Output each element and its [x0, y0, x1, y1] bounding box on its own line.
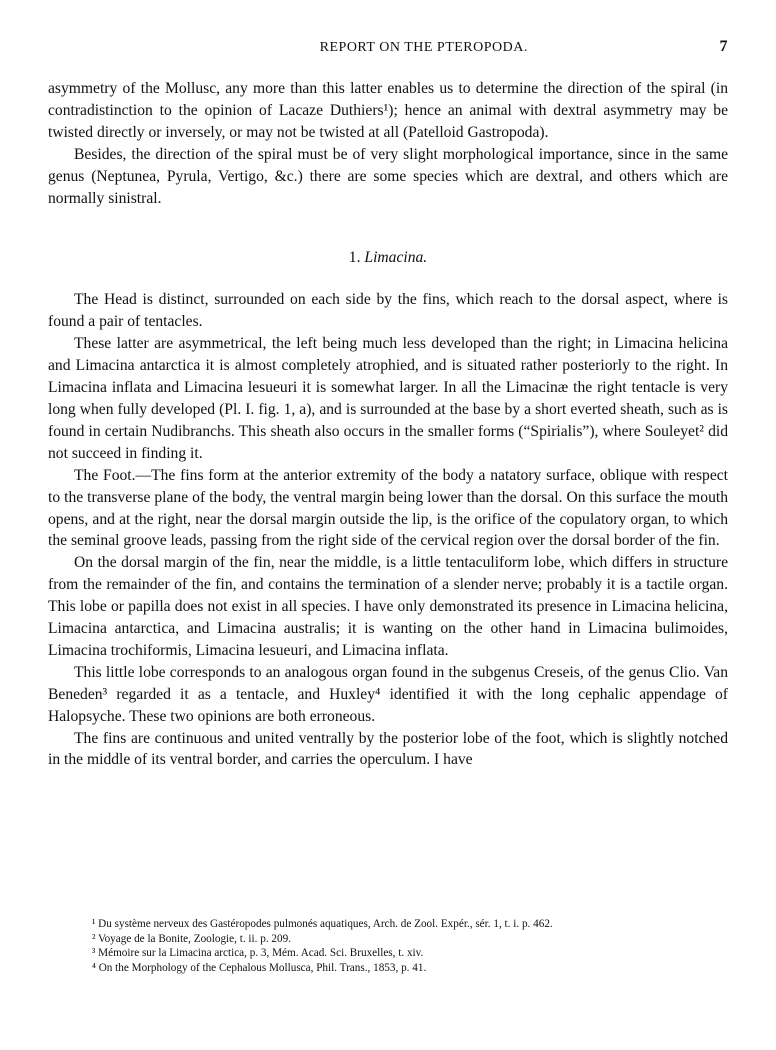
running-title: REPORT ON THE PTEROPODA. — [319, 40, 528, 55]
page-number: 7 — [719, 38, 728, 55]
footnote-1: ¹ Du système nerveux des Gastéropodes pulmonés aquatiques, Arch. de Zool. Expér., sér. 1, t. i. p. 462. — [92, 918, 553, 930]
footnotes — [48, 917, 728, 975]
paragraph-fins: The fins are continuous and united ventrally by the posterior lobe of the foot, which is slightly notched in the middle of its ventral border, and carries the operculum. I have — [48, 729, 728, 769]
page — [48, 38, 728, 771]
paragraph-head: The Head is distinct, surrounded on each side by the fins, which reach to the dorsal aspect, where is found a pair of tentacles. — [48, 291, 728, 331]
section-name: Limacina. — [364, 249, 428, 267]
paragraph-tentacles: These latter are asymmetrical, the left being much less developed than the right; in Limacina helicina and Limacina antarctica it is almost completely atrophied, and is situated rather posteriorly to the right. In Limacina inflata and Limacina lesueuri it is somewhat larger. In all the Limacinæ the right tentacle is very long when fully developed (Pl. I. fig. 1, a), and is surrounded at the base by a short everted sheath, such as is found in certain Nudibranchs. This sheath also occurs in the smaller forms (“Spirialis”), where Souleyet² did not succeed in finding it. — [48, 335, 728, 462]
paragraph-creseis: This little lobe corresponds to an analogous organ found in the subgenus Creseis, of the genus Clio. Van Beneden³ regarded it as a tentacle, and Huxley⁴ identified it with the long cephalic appendage of Halopsyche. These two opinions are both erroneous. — [48, 663, 728, 725]
paragraph-continued: asymmetry of the Mollusc, any more than this latter enables us to determine the direction of the spiral (in contradistinction to the opinion of Lacaze Duthiers¹); hence an animal with dextral asymmetry may be twisted directly or inversely, or may not be twisted at all (Patelloid Gastropoda). — [48, 80, 728, 141]
section-heading — [48, 249, 728, 267]
running-head — [48, 38, 728, 56]
footnote-4: ⁴ On the Morphology of the Cephalous Mollusca, Phil. Trans., 1853, p. 41. — [92, 961, 427, 974]
section-number: 1. — [348, 249, 361, 267]
paragraph-lobe: On the dorsal margin of the fin, near the middle, is a little tentaculiform lobe, which differs in structure from the remainder of the fin, and contains the termination of a slender nerve; probably it is a tactile organ. This lobe or papilla does not exist in all species. I have only demonstrated its presence in Limacina helicina, Limacina antarctica, and Limacina australis; it is wanting on the other hand in Limacina bulimoides, Limacina trochiformis, Limacina lesueuri, and Limacina inflata. — [48, 554, 728, 659]
footnote-2: ² Voyage de la Bonite, Zoologie, t. ii. p. 209. — [92, 932, 292, 945]
footnote-3: ³ Mémoire sur la Limacina arctica, p. 3, Mém. Acad. Sci. Bruxelles, t. xiv. — [92, 947, 424, 959]
paragraph-foot: The Foot.—The fins form at the anterior extremity of the body a natatory surface, oblique with respect to the transverse plane of the body, the ventral margin being lower than the dorsal. On this surface the mouth opens, and at the right, near the dorsal margin outside the lip, is the orifice of the copulatory organ, to which the seminal groove leads, passing from the right side of the cervical region over the dorsal border of the fin. — [48, 466, 728, 550]
paragraph-spiral: Besides, the direction of the spiral must be of very slight morphological importance, since in the same genus (Neptunea, Pyrula, Vertigo, &c.) there are some species which are dextral, and others which are normally sinistral. — [48, 145, 728, 207]
body-text — [48, 78, 728, 771]
